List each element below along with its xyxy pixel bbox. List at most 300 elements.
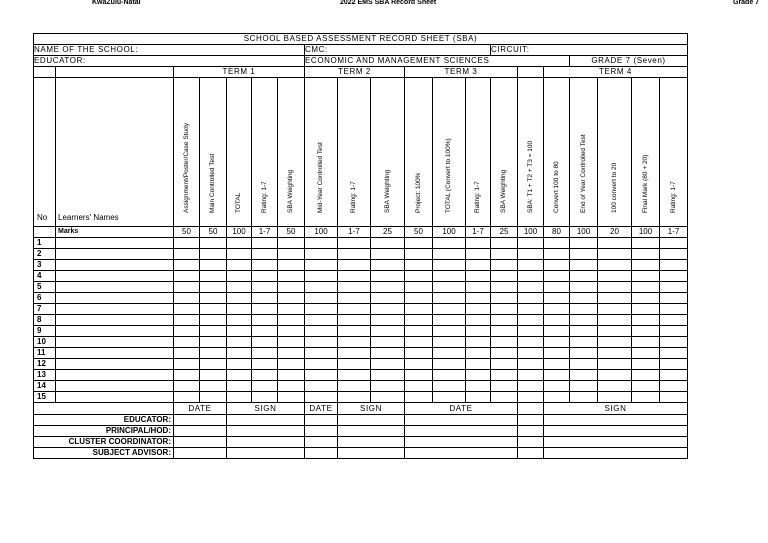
mark-cell[interactable] [305,260,338,271]
mark-cell[interactable] [305,271,338,282]
mark-cell[interactable] [518,260,544,271]
signature-cell[interactable] [305,448,338,459]
mark-cell[interactable] [405,249,433,260]
mark-cell[interactable] [371,326,405,337]
mark-cell[interactable] [598,293,632,304]
mark-cell[interactable] [660,238,688,249]
mark-cell[interactable] [305,392,338,403]
mark-cell[interactable] [227,370,252,381]
signature-cell[interactable] [227,448,305,459]
mark-cell[interactable] [405,293,433,304]
mark-cell[interactable] [544,293,570,304]
mark-cell[interactable] [518,348,544,359]
mark-cell[interactable] [338,392,371,403]
mark-cell[interactable] [405,359,433,370]
mark-cell[interactable] [632,337,660,348]
mark-cell[interactable] [305,348,338,359]
mark-cell[interactable] [544,326,570,337]
mark-cell[interactable] [466,315,491,326]
mark-cell[interactable] [491,293,518,304]
mark-cell[interactable] [405,337,433,348]
mark-cell[interactable] [252,348,278,359]
mark-cell[interactable] [433,315,466,326]
mark-cell[interactable] [227,392,252,403]
mark-cell[interactable] [632,326,660,337]
mark-cell[interactable] [518,392,544,403]
mark-cell[interactable] [570,238,598,249]
signature-cell[interactable] [227,437,305,448]
signature-cell[interactable] [227,426,305,437]
signature-cell[interactable] [518,426,544,437]
mark-cell[interactable] [598,359,632,370]
learner-name-cell[interactable] [56,260,174,271]
mark-cell[interactable] [174,392,200,403]
mark-cell[interactable] [544,271,570,282]
mark-cell[interactable] [278,282,305,293]
signature-cell[interactable] [338,448,405,459]
mark-cell[interactable] [433,238,466,249]
mark-cell[interactable] [174,304,200,315]
mark-cell[interactable] [371,238,405,249]
mark-cell[interactable] [200,260,227,271]
mark-cell[interactable] [466,293,491,304]
mark-cell[interactable] [570,249,598,260]
mark-cell[interactable] [174,348,200,359]
mark-cell[interactable] [227,337,252,348]
mark-cell[interactable] [491,326,518,337]
mark-cell[interactable] [371,337,405,348]
learner-name-cell[interactable] [56,315,174,326]
mark-cell[interactable] [466,370,491,381]
mark-cell[interactable] [660,304,688,315]
mark-cell[interactable] [544,260,570,271]
mark-cell[interactable] [200,392,227,403]
mark-cell[interactable] [660,249,688,260]
educator-field[interactable]: EDUCATOR: [34,56,305,67]
learner-name-cell[interactable] [56,337,174,348]
mark-cell[interactable] [466,359,491,370]
mark-cell[interactable] [518,238,544,249]
mark-cell[interactable] [632,392,660,403]
mark-cell[interactable] [570,315,598,326]
mark-cell[interactable] [252,359,278,370]
mark-cell[interactable] [405,348,433,359]
mark-cell[interactable] [660,271,688,282]
mark-cell[interactable] [598,392,632,403]
mark-cell[interactable] [570,337,598,348]
mark-cell[interactable] [660,260,688,271]
mark-cell[interactable] [371,348,405,359]
mark-cell[interactable] [598,370,632,381]
learner-name-cell[interactable] [56,293,174,304]
mark-cell[interactable] [252,260,278,271]
signature-cell[interactable] [174,437,227,448]
mark-cell[interactable] [227,238,252,249]
mark-cell[interactable] [371,293,405,304]
signature-cell[interactable] [544,426,688,437]
mark-cell[interactable] [632,304,660,315]
mark-cell[interactable] [544,238,570,249]
mark-cell[interactable] [338,271,371,282]
cmc-field[interactable]: CMC: [305,45,491,56]
mark-cell[interactable] [227,326,252,337]
mark-cell[interactable] [405,238,433,249]
mark-cell[interactable] [405,271,433,282]
mark-cell[interactable] [174,271,200,282]
mark-cell[interactable] [518,359,544,370]
mark-cell[interactable] [518,326,544,337]
mark-cell[interactable] [305,304,338,315]
mark-cell[interactable] [466,238,491,249]
mark-cell[interactable] [305,381,338,392]
learner-name-cell[interactable] [56,282,174,293]
mark-cell[interactable] [227,304,252,315]
mark-cell[interactable] [544,392,570,403]
mark-cell[interactable] [371,260,405,271]
signature-cell[interactable] [174,415,227,426]
mark-cell[interactable] [570,293,598,304]
mark-cell[interactable] [252,304,278,315]
mark-cell[interactable] [338,359,371,370]
mark-cell[interactable] [405,315,433,326]
mark-cell[interactable] [338,238,371,249]
signature-cell[interactable] [544,437,688,448]
mark-cell[interactable] [466,326,491,337]
mark-cell[interactable] [598,348,632,359]
mark-cell[interactable] [405,370,433,381]
mark-cell[interactable] [491,315,518,326]
mark-cell[interactable] [278,348,305,359]
mark-cell[interactable] [200,326,227,337]
mark-cell[interactable] [466,381,491,392]
mark-cell[interactable] [491,238,518,249]
mark-cell[interactable] [570,304,598,315]
mark-cell[interactable] [660,381,688,392]
mark-cell[interactable] [200,315,227,326]
mark-cell[interactable] [200,249,227,260]
mark-cell[interactable] [405,392,433,403]
mark-cell[interactable] [518,304,544,315]
mark-cell[interactable] [433,249,466,260]
mark-cell[interactable] [518,337,544,348]
mark-cell[interactable] [227,293,252,304]
mark-cell[interactable] [660,370,688,381]
mark-cell[interactable] [174,326,200,337]
signature-cell[interactable] [174,448,227,459]
signature-cell[interactable] [405,448,518,459]
mark-cell[interactable] [544,381,570,392]
mark-cell[interactable] [405,260,433,271]
mark-cell[interactable] [660,337,688,348]
mark-cell[interactable] [278,238,305,249]
mark-cell[interactable] [278,260,305,271]
mark-cell[interactable] [278,249,305,260]
signature-cell[interactable] [338,415,405,426]
mark-cell[interactable] [598,271,632,282]
mark-cell[interactable] [632,370,660,381]
signature-cell[interactable] [305,437,338,448]
signature-cell[interactable] [518,448,544,459]
mark-cell[interactable] [570,370,598,381]
mark-cell[interactable] [433,304,466,315]
mark-cell[interactable] [227,260,252,271]
signature-cell[interactable] [338,426,405,437]
mark-cell[interactable] [200,282,227,293]
mark-cell[interactable] [405,381,433,392]
mark-cell[interactable] [491,282,518,293]
mark-cell[interactable] [570,326,598,337]
mark-cell[interactable] [660,315,688,326]
mark-cell[interactable] [174,359,200,370]
learner-name-cell[interactable] [56,304,174,315]
mark-cell[interactable] [660,326,688,337]
mark-cell[interactable] [544,348,570,359]
mark-cell[interactable] [305,326,338,337]
signature-cell[interactable] [405,426,518,437]
learner-name-cell[interactable] [56,238,174,249]
learner-name-cell[interactable] [56,249,174,260]
mark-cell[interactable] [544,370,570,381]
mark-cell[interactable] [433,370,466,381]
mark-cell[interactable] [305,359,338,370]
mark-cell[interactable] [338,337,371,348]
mark-cell[interactable] [491,249,518,260]
mark-cell[interactable] [252,238,278,249]
mark-cell[interactable] [544,315,570,326]
mark-cell[interactable] [518,370,544,381]
mark-cell[interactable] [598,238,632,249]
learner-name-cell[interactable] [56,370,174,381]
signature-cell[interactable] [544,448,688,459]
mark-cell[interactable] [544,282,570,293]
mark-cell[interactable] [632,381,660,392]
mark-cell[interactable] [632,293,660,304]
mark-cell[interactable] [433,260,466,271]
mark-cell[interactable] [632,238,660,249]
mark-cell[interactable] [371,249,405,260]
mark-cell[interactable] [598,315,632,326]
mark-cell[interactable] [466,282,491,293]
mark-cell[interactable] [491,370,518,381]
mark-cell[interactable] [632,359,660,370]
mark-cell[interactable] [466,260,491,271]
mark-cell[interactable] [227,359,252,370]
mark-cell[interactable] [338,381,371,392]
mark-cell[interactable] [518,282,544,293]
mark-cell[interactable] [338,304,371,315]
mark-cell[interactable] [433,381,466,392]
mark-cell[interactable] [278,293,305,304]
mark-cell[interactable] [305,249,338,260]
mark-cell[interactable] [252,282,278,293]
mark-cell[interactable] [544,337,570,348]
mark-cell[interactable] [660,293,688,304]
mark-cell[interactable] [174,370,200,381]
mark-cell[interactable] [491,348,518,359]
mark-cell[interactable] [491,381,518,392]
mark-cell[interactable] [466,271,491,282]
mark-cell[interactable] [632,271,660,282]
mark-cell[interactable] [252,392,278,403]
mark-cell[interactable] [338,293,371,304]
mark-cell[interactable] [544,359,570,370]
mark-cell[interactable] [200,238,227,249]
mark-cell[interactable] [570,282,598,293]
mark-cell[interactable] [174,337,200,348]
mark-cell[interactable] [252,337,278,348]
mark-cell[interactable] [491,271,518,282]
mark-cell[interactable] [598,337,632,348]
mark-cell[interactable] [632,348,660,359]
signature-cell[interactable] [544,415,688,426]
mark-cell[interactable] [632,315,660,326]
mark-cell[interactable] [433,293,466,304]
mark-cell[interactable] [491,337,518,348]
mark-cell[interactable] [174,381,200,392]
mark-cell[interactable] [338,348,371,359]
mark-cell[interactable] [200,271,227,282]
mark-cell[interactable] [433,359,466,370]
mark-cell[interactable] [338,260,371,271]
mark-cell[interactable] [433,282,466,293]
mark-cell[interactable] [371,370,405,381]
mark-cell[interactable] [338,315,371,326]
mark-cell[interactable] [200,348,227,359]
mark-cell[interactable] [278,359,305,370]
mark-cell[interactable] [598,304,632,315]
mark-cell[interactable] [174,249,200,260]
mark-cell[interactable] [570,392,598,403]
mark-cell[interactable] [518,271,544,282]
mark-cell[interactable] [598,260,632,271]
mark-cell[interactable] [518,315,544,326]
mark-cell[interactable] [466,348,491,359]
mark-cell[interactable] [338,249,371,260]
mark-cell[interactable] [227,282,252,293]
mark-cell[interactable] [338,370,371,381]
mark-cell[interactable] [278,304,305,315]
mark-cell[interactable] [174,282,200,293]
mark-cell[interactable] [598,326,632,337]
learner-name-cell[interactable] [56,381,174,392]
mark-cell[interactable] [371,359,405,370]
mark-cell[interactable] [371,381,405,392]
mark-cell[interactable] [174,238,200,249]
mark-cell[interactable] [433,271,466,282]
mark-cell[interactable] [338,282,371,293]
mark-cell[interactable] [227,271,252,282]
mark-cell[interactable] [544,249,570,260]
mark-cell[interactable] [174,315,200,326]
mark-cell[interactable] [598,381,632,392]
signature-cell[interactable] [338,437,405,448]
mark-cell[interactable] [227,315,252,326]
mark-cell[interactable] [466,337,491,348]
mark-cell[interactable] [433,337,466,348]
mark-cell[interactable] [305,238,338,249]
signature-cell[interactable] [305,415,338,426]
learner-name-cell[interactable] [56,271,174,282]
mark-cell[interactable] [433,326,466,337]
mark-cell[interactable] [371,315,405,326]
mark-cell[interactable] [544,304,570,315]
mark-cell[interactable] [305,282,338,293]
mark-cell[interactable] [660,282,688,293]
mark-cell[interactable] [570,359,598,370]
mark-cell[interactable] [660,392,688,403]
mark-cell[interactable] [570,348,598,359]
mark-cell[interactable] [433,392,466,403]
mark-cell[interactable] [371,282,405,293]
mark-cell[interactable] [518,293,544,304]
learner-name-cell[interactable] [56,359,174,370]
mark-cell[interactable] [598,282,632,293]
mark-cell[interactable] [227,249,252,260]
mark-cell[interactable] [405,304,433,315]
mark-cell[interactable] [305,293,338,304]
mark-cell[interactable] [200,304,227,315]
mark-cell[interactable] [338,326,371,337]
mark-cell[interactable] [433,348,466,359]
mark-cell[interactable] [252,249,278,260]
mark-cell[interactable] [252,381,278,392]
mark-cell[interactable] [174,293,200,304]
learner-name-cell[interactable] [56,392,174,403]
mark-cell[interactable] [278,337,305,348]
mark-cell[interactable] [491,304,518,315]
mark-cell[interactable] [227,348,252,359]
mark-cell[interactable] [227,381,252,392]
mark-cell[interactable] [252,315,278,326]
signature-cell[interactable] [405,437,518,448]
mark-cell[interactable] [598,249,632,260]
mark-cell[interactable] [278,271,305,282]
mark-cell[interactable] [278,370,305,381]
mark-cell[interactable] [200,370,227,381]
learner-name-cell[interactable] [56,348,174,359]
learner-name-cell[interactable] [56,326,174,337]
mark-cell[interactable] [174,260,200,271]
mark-cell[interactable] [278,381,305,392]
signature-cell[interactable] [518,437,544,448]
mark-cell[interactable] [405,282,433,293]
mark-cell[interactable] [491,260,518,271]
signature-cell[interactable] [305,426,338,437]
mark-cell[interactable] [371,392,405,403]
mark-cell[interactable] [371,304,405,315]
mark-cell[interactable] [200,337,227,348]
mark-cell[interactable] [405,326,433,337]
mark-cell[interactable] [466,392,491,403]
signature-cell[interactable] [227,415,305,426]
mark-cell[interactable] [252,370,278,381]
mark-cell[interactable] [278,326,305,337]
mark-cell[interactable] [632,282,660,293]
mark-cell[interactable] [305,315,338,326]
signature-cell[interactable] [518,415,544,426]
mark-cell[interactable] [491,359,518,370]
mark-cell[interactable] [305,370,338,381]
mark-cell[interactable] [518,249,544,260]
mark-cell[interactable] [518,381,544,392]
mark-cell[interactable] [632,249,660,260]
mark-cell[interactable] [200,359,227,370]
mark-cell[interactable] [305,337,338,348]
mark-cell[interactable] [200,293,227,304]
mark-cell[interactable] [570,381,598,392]
mark-cell[interactable] [371,271,405,282]
mark-cell[interactable] [660,348,688,359]
